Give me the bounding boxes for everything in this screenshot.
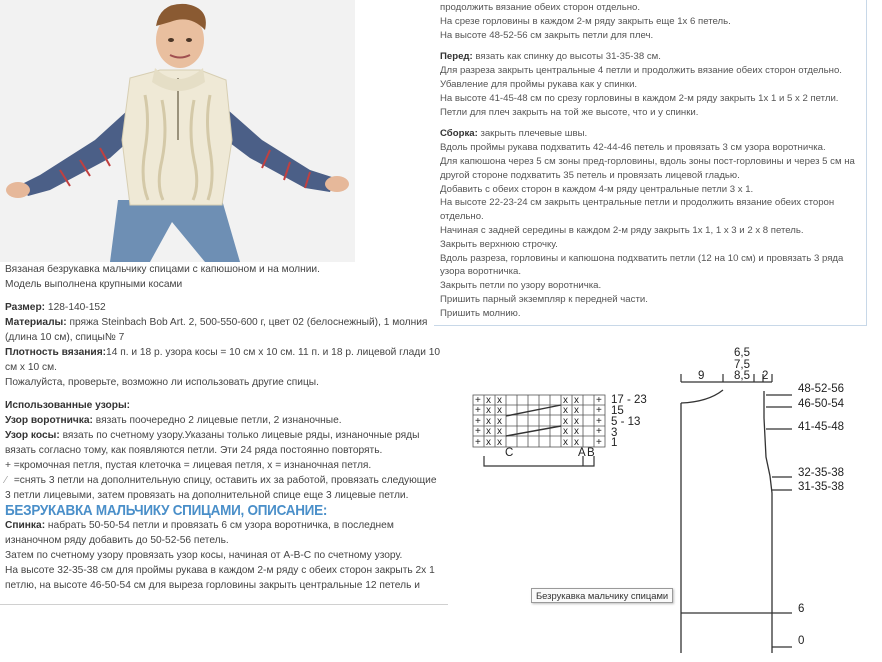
legend-line-1: + =кромочная петля, пустая клеточка = лицевая петля, x = изнаночная петля. <box>5 460 372 471</box>
assembly-line-5: На высоте 22-23-24 см закрыть центральные петли и продолжить вязание обеих сторон отдельно. <box>440 197 835 223</box>
svg-text:x: x <box>574 395 579 406</box>
density-line <box>5 345 445 375</box>
chart-row-label-3: 3 <box>611 427 618 439</box>
front-label: Перед: <box>440 51 473 63</box>
assembly-line-11: Пришить молнию. <box>440 307 521 319</box>
description-title: БЕЗРУКАВКА МАЛЬЧИКУ СПИЦАМИ, ОПИСАНИЕ: <box>5 502 328 519</box>
svg-text:x: x <box>486 405 491 416</box>
photo-caption-line-1: Вязаная безрукавка мальчику спицами с капюшоном и на молнии. <box>5 264 320 275</box>
assembly-line-8: Вдоль разреза, горловины и капюшона подхватить петли (12 на 10 см) и провязать 3 ряда узора воротничка. <box>440 252 844 278</box>
height-label-32-35-38: 32-35-38 <box>798 467 845 479</box>
svg-text:x: x <box>486 426 491 437</box>
svg-text:x: x <box>563 395 568 406</box>
schematic-right-ticks <box>766 395 792 647</box>
assembly-line <box>440 127 866 141</box>
svg-text:x: x <box>486 416 491 427</box>
height-label-48-52-56: 48-52-56 <box>798 383 845 395</box>
dim-label-2: 2 <box>762 370 769 382</box>
chart-row-label-1: 1 <box>611 437 618 449</box>
height-label-6: 6 <box>798 603 805 615</box>
svg-text:x: x <box>497 426 502 437</box>
assembly-line-2: Вдоль проймы рукава подхватить 42-44-46 петель и провязать 3 см узора воротничка. <box>440 142 826 154</box>
svg-text:x: x <box>563 416 568 427</box>
chart-letter-c: C <box>505 447 514 459</box>
height-label-41-45-48: 41-45-48 <box>798 421 845 433</box>
size-label: Размер: <box>5 302 46 313</box>
image-tooltip: Безрукавка мальчику спицами <box>531 588 673 603</box>
svg-text:x: x <box>563 437 568 448</box>
boy-photo-illustration <box>0 0 355 262</box>
chart-row-label-15: 15 <box>611 405 624 417</box>
knitting-diagram <box>468 338 882 662</box>
height-label-31-35-38: 31-35-38 <box>798 481 845 493</box>
cable-chart-grid <box>473 395 605 447</box>
height-label-0: 0 <box>798 635 805 647</box>
materials-value: пряжа Steinbach Bob Art. 2, 500-550-600 г, цвет 02 (белоснежный), 1 молния (длина 10 см), спицы№ 7 <box>5 317 428 343</box>
cable-pattern-label: Узор косы: <box>5 430 60 441</box>
dim-label-8-5: 8,5 <box>734 370 750 382</box>
legend-line-2-text: =снять 3 петли на дополнительную спицу, оставить их за работой, провязать следующие 3 петли лицевыми, затем провязать на дополнительной спице еще 3 лицевые петли. <box>5 475 437 501</box>
assembly-line-3: Для капюшона через 5 см зоны пред-горловины, вдоль зоны пост-горловины и через 5 см на другой стороне подхватить 35 петель и провязать лицевой гладью. <box>440 155 855 181</box>
schematic-top-dimensions <box>681 374 772 382</box>
front-line-2: Для разреза закрыть центральные 4 петли и продолжить вязание обеих сторон отдельно. <box>440 65 842 77</box>
right-line-1: продолжить вязание обеих сторон отдельно. <box>440 2 641 13</box>
assembly-line-7: Закрыть верхнюю строчку. <box>440 238 558 250</box>
front-line <box>440 50 866 64</box>
collar-pattern-text: вязать поочередно 2 лицевые петли, 2 изнаночные. <box>92 415 342 426</box>
density-label: Плотность вязания: <box>5 347 107 358</box>
dim-label-7-5: 7,5 <box>734 359 750 371</box>
dim-label-6-5: 6,5 <box>734 347 750 359</box>
svg-text:+: + <box>475 416 481 427</box>
svg-text:+: + <box>596 426 602 437</box>
size-value: 128-140-152 <box>45 302 106 313</box>
svg-text:x: x <box>486 395 491 406</box>
cable-crossing-lines <box>506 405 561 436</box>
front-text: вязать как спинку до высоты 31-35-38 см. <box>472 51 661 63</box>
svg-text:x: x <box>574 437 579 448</box>
schematic-outline <box>681 390 772 653</box>
front-line-3: Убавление для проймы рукава как у спинки. <box>440 78 638 90</box>
collar-pattern-label: Узор воротничка: <box>5 415 93 426</box>
materials-label: Материалы: <box>5 317 67 328</box>
svg-text:+: + <box>475 405 481 416</box>
description-line-3: На высоте 32-35-38 см для проймы рукава в каждом 2-м ряду с обеих сторон закрыть 2х 1 петлю, на высоте 46-50-54 см для выреза горловины закрыть центральные 12 петель и <box>5 565 435 591</box>
photo-caption-line-2: Модель выполнена крупными косами <box>5 279 183 290</box>
assembly-line-4: Добавить с обеих сторон в каждом 4-м ряду центральные петли 3 х 1. <box>440 183 754 195</box>
svg-text:x: x <box>574 426 579 437</box>
assembly-label: Сборка: <box>440 128 478 140</box>
left-text-column <box>5 262 445 593</box>
back-text: набрать 50-50-54 петли и провязать 6 см узора воротничка, в последнем изнаночном ряду добавить до 50-52-56 петель. <box>5 520 394 546</box>
size-line <box>5 300 445 315</box>
svg-text:x: x <box>563 405 568 416</box>
svg-text:x: x <box>497 405 502 416</box>
left-bottom-divider <box>0 604 448 605</box>
svg-text:x: x <box>574 416 579 427</box>
svg-text:+: + <box>596 416 602 427</box>
svg-text:+: + <box>475 395 481 406</box>
materials-line <box>5 315 445 345</box>
chart-letter-b: B <box>587 447 595 459</box>
back-label: Спинка: <box>5 520 46 531</box>
svg-text:x: x <box>486 437 491 448</box>
assembly-line-6: Начиная с задней середины в каждом 2-м ряду закрыть 1х 1, 1 х 3 и 2 х 8 петель. <box>440 224 804 236</box>
front-line-5: Петли для плеч закрыть на той же высоте, что и у спинки. <box>440 106 699 118</box>
density-value: 14 п. и 18 р. узора косы = 10 см x 10 см. 11 п. и 18 р. лицевой глади 10 см x 10 см. <box>5 347 441 373</box>
model-photo <box>0 0 355 262</box>
svg-text:x: x <box>497 437 502 448</box>
assembly-line-9: Закрыть петли по узору воротничка. <box>440 280 602 292</box>
front-line-4: На высоте 41-45-48 см по срезу горловины в каждом 2-м ряду закрыть 1х 1 и 5 х 2 петли. <box>440 92 839 104</box>
height-label-46-50-54: 46-50-54 <box>798 398 845 410</box>
patterns-title: Использованные узоры: <box>5 400 131 411</box>
svg-text:+: + <box>596 405 602 416</box>
assembly-line-10: Пришить парный экземпляр к передней части. <box>440 293 648 305</box>
collar-pattern-line <box>5 413 445 428</box>
right-text-box <box>434 0 867 326</box>
svg-text:x: x <box>563 426 568 437</box>
chart-row-label-5-13: 5 - 13 <box>611 416 641 428</box>
svg-text:+: + <box>475 426 481 437</box>
svg-text:x: x <box>574 405 579 416</box>
right-line-3: На высоте 48-52-56 см закрыть петли для плеч. <box>440 29 654 41</box>
needles-note: Пожалуйста, проверьте, возможно ли использовать другие спицы. <box>5 377 319 388</box>
dim-label-9: 9 <box>698 370 705 382</box>
chart-row-label-17-23: 17 - 23 <box>611 394 647 406</box>
chart-letter-a: A <box>578 447 586 459</box>
cable-pattern-line <box>5 428 445 458</box>
legend-line-2 <box>5 473 445 503</box>
svg-text:x: x <box>497 395 502 406</box>
svg-text:+: + <box>596 395 602 406</box>
svg-text:+: + <box>596 437 602 448</box>
description-line-2: Затем по счетному узору провязать узор косы, начиная от А-В-С по счетному узору. <box>5 550 403 561</box>
back-line <box>5 518 445 548</box>
cable-pattern-text: вязать по счетному узору.Указаны только лицевые ряды, изнаночные ряды вязать согласно тому, как появляются петли. Эти 24 ряда постоянно повторять. <box>5 430 420 456</box>
assembly-text: закрыть плечевые швы. <box>477 128 588 140</box>
right-line-2: На срезе горловины в каждом 2-м ряду закрыть еще 1х 6 петель. <box>440 15 731 27</box>
svg-text:+: + <box>475 437 481 448</box>
cable-symbol-icon: ⁄ <box>5 475 7 486</box>
svg-text:x: x <box>497 416 502 427</box>
